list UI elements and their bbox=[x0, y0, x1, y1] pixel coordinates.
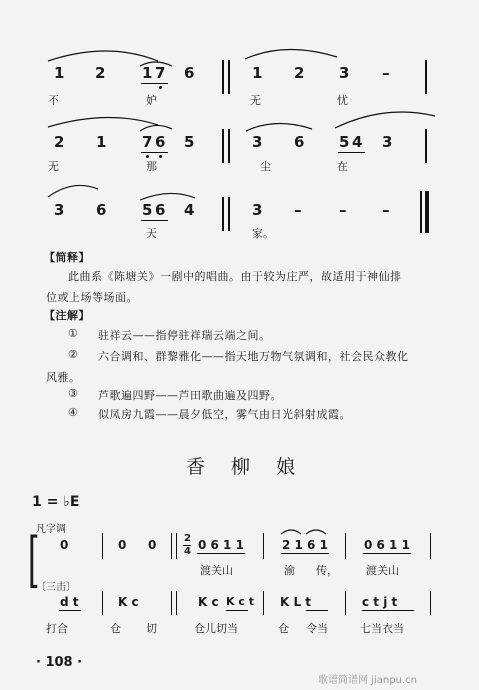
barline bbox=[176, 533, 177, 559]
note: 1 bbox=[54, 64, 65, 82]
note: 6 bbox=[96, 201, 107, 219]
lyric: 尘 bbox=[260, 160, 271, 173]
page-number: · 108 · bbox=[36, 655, 83, 670]
underline bbox=[281, 553, 329, 554]
note-number: ① bbox=[68, 327, 79, 340]
perc-cell: K c bbox=[198, 595, 219, 609]
barline bbox=[171, 591, 172, 615]
note: – bbox=[339, 201, 347, 219]
perc-word: 打合 bbox=[46, 622, 68, 635]
underline bbox=[141, 152, 168, 153]
slur-arc bbox=[140, 60, 141, 61]
note: 6 bbox=[155, 201, 166, 219]
note: 2 bbox=[54, 133, 65, 151]
sanji-label: 〔三击〕 bbox=[36, 582, 76, 593]
barline bbox=[425, 129, 427, 163]
underline bbox=[141, 220, 168, 221]
note: 1 bbox=[142, 64, 153, 82]
note: 5 bbox=[184, 133, 195, 151]
melody-cell: 2 1 6 1 bbox=[282, 538, 328, 552]
note: 2 bbox=[294, 64, 305, 82]
lyric: 那 bbox=[146, 160, 157, 173]
note: 4 bbox=[352, 133, 363, 151]
note-number: ③ bbox=[68, 387, 79, 400]
barline bbox=[102, 591, 103, 615]
perc-cell: d t bbox=[60, 595, 79, 609]
lyric: 家。 bbox=[252, 227, 274, 240]
barline bbox=[263, 591, 264, 615]
slur-arc bbox=[48, 113, 49, 114]
note: – bbox=[294, 201, 302, 219]
lyric: 天 bbox=[146, 227, 157, 240]
key-signature: 1 = ♭E bbox=[32, 494, 80, 510]
lyric: 无 bbox=[48, 160, 59, 173]
note: 3 bbox=[54, 201, 65, 219]
slur-arc bbox=[48, 183, 49, 184]
lyric: 传， bbox=[316, 564, 338, 577]
underline bbox=[59, 610, 81, 611]
lyric: 忧 bbox=[337, 94, 348, 107]
lower-octave-dot bbox=[159, 86, 162, 89]
barline bbox=[228, 129, 230, 163]
note: – bbox=[382, 64, 390, 82]
note-number: ④ bbox=[68, 406, 79, 419]
time-sig-top: 2 bbox=[184, 533, 191, 544]
perc-cell: c t j t bbox=[362, 595, 398, 609]
barline bbox=[171, 533, 172, 559]
underline bbox=[141, 83, 168, 84]
barline bbox=[425, 60, 427, 94]
lyric: 不 bbox=[48, 94, 59, 107]
note: – bbox=[382, 201, 390, 219]
slur-arc bbox=[140, 123, 141, 124]
jianshi-line-2: 位或上场等场面。 bbox=[46, 291, 138, 304]
barline bbox=[102, 533, 103, 559]
slur-arc bbox=[246, 121, 247, 122]
perc-word: 仓 bbox=[278, 622, 289, 635]
lyric: 渡关山 bbox=[366, 564, 399, 577]
barline bbox=[228, 60, 230, 94]
barline bbox=[430, 591, 431, 615]
note: 3 bbox=[252, 133, 263, 151]
perc-word: 仓儿切当 bbox=[194, 622, 238, 635]
perc-word: 令当 bbox=[306, 622, 328, 635]
tune-label: 凡字调 bbox=[36, 524, 66, 535]
section-heading-zhujie: 【注解】 bbox=[44, 309, 90, 322]
barline bbox=[228, 197, 230, 231]
perc-cell: K c t bbox=[226, 595, 254, 608]
note-text: 似凤房九霞——晨夕低空，雾气由日光斜射成霞。 bbox=[98, 408, 351, 421]
slur-arc bbox=[281, 526, 282, 527]
barline bbox=[222, 129, 224, 163]
melody-cell: 0 bbox=[60, 538, 69, 552]
barline bbox=[345, 591, 346, 615]
note-text: 芦歌遍四野——芦田歌曲遍及四野。 bbox=[98, 389, 282, 402]
slur-arc bbox=[335, 110, 336, 111]
underline bbox=[338, 152, 365, 153]
note: 6 bbox=[294, 133, 305, 151]
melody-cell: 0 6 1 1 bbox=[198, 538, 244, 552]
perc-word: 七当衣当 bbox=[360, 622, 404, 635]
note: 6 bbox=[184, 64, 195, 82]
underline bbox=[306, 610, 328, 611]
note: 7 bbox=[142, 133, 153, 151]
note: 3 bbox=[252, 201, 263, 219]
slur-arc bbox=[140, 192, 141, 193]
final-barline-thick bbox=[425, 191, 429, 233]
note: 3 bbox=[382, 133, 393, 151]
lyric: 渡关山 bbox=[200, 564, 233, 577]
note-text: 六合调和、群黎雅化——指天地万物气氛调和，社会民众教化 bbox=[98, 350, 409, 363]
section-heading-jianshi: 【简释】 bbox=[44, 251, 90, 264]
note: 1 bbox=[96, 133, 107, 151]
note-text: 驻祥云——指停驻祥瑞云端之间。 bbox=[98, 329, 271, 342]
slur-arc bbox=[48, 47, 49, 48]
underline bbox=[362, 610, 414, 611]
perc-cell: K L t bbox=[280, 595, 312, 609]
melody-cell: 0 bbox=[148, 538, 157, 552]
slur-arc bbox=[245, 45, 246, 46]
note: 2 bbox=[95, 64, 106, 82]
underline bbox=[226, 610, 248, 611]
lyric: 无 bbox=[250, 94, 261, 107]
note: 4 bbox=[184, 201, 195, 219]
final-barline-thin bbox=[420, 191, 422, 233]
note-number: ② bbox=[68, 348, 79, 361]
jianshi-line-1: 此曲系《陈塘关》一剧中的唱曲。由于较为庄严，故适用于神仙排 bbox=[68, 270, 402, 283]
lyric: 在 bbox=[337, 160, 348, 173]
barline bbox=[345, 533, 346, 559]
barline bbox=[176, 591, 177, 615]
song-title: 香 柳 娘 bbox=[186, 456, 306, 478]
lower-octave-dot bbox=[159, 155, 162, 158]
underline bbox=[363, 553, 411, 554]
note: 5 bbox=[339, 133, 350, 151]
note-text-cont: 风雅。 bbox=[46, 371, 81, 384]
perc-word: 切 bbox=[146, 622, 157, 635]
lyric: 渝 bbox=[284, 564, 295, 577]
melody-cell: 0 bbox=[118, 538, 127, 552]
note: 1 bbox=[252, 64, 263, 82]
note: 7 bbox=[155, 64, 166, 82]
note: 3 bbox=[339, 64, 350, 82]
melody-cell: 0 6 1 1 bbox=[364, 538, 410, 552]
perc-word: 仓 bbox=[110, 622, 121, 635]
barline bbox=[430, 533, 431, 559]
barline bbox=[222, 197, 224, 231]
perc-cell: K c bbox=[118, 595, 139, 609]
brace: [ bbox=[27, 525, 40, 595]
barline bbox=[263, 533, 264, 559]
lyric: 妒 bbox=[146, 94, 157, 107]
watermark: 歌谱简谱网 jianpu.cn bbox=[318, 675, 417, 686]
slur-arc bbox=[306, 526, 307, 527]
underline bbox=[197, 553, 245, 554]
barline bbox=[222, 60, 224, 94]
note: 6 bbox=[155, 133, 166, 151]
note: 5 bbox=[142, 201, 153, 219]
time-sig-bottom: 4 bbox=[184, 546, 191, 557]
